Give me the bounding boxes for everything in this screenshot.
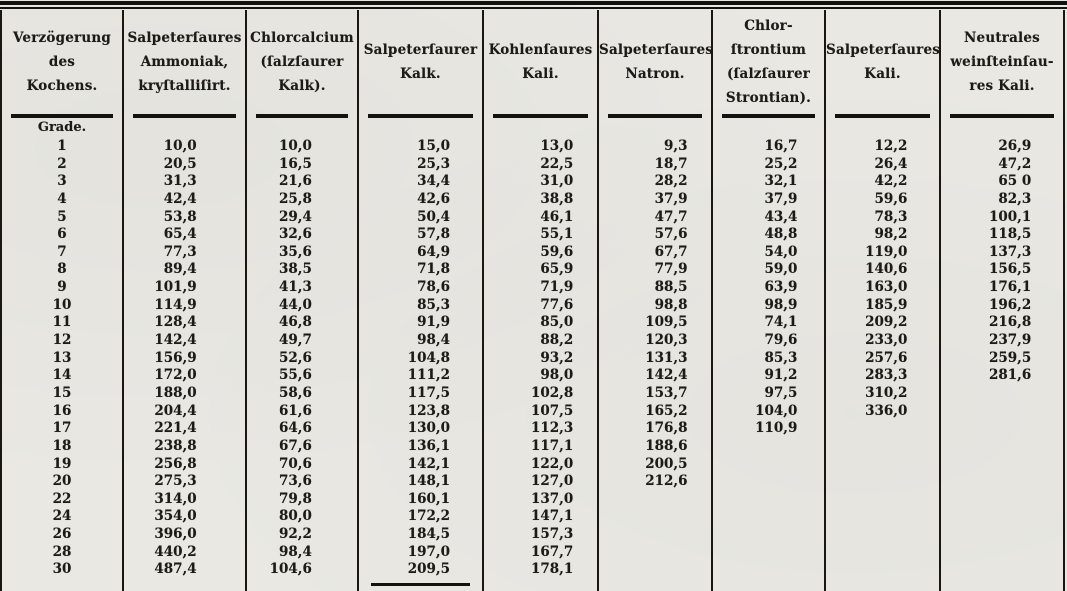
value-cell xyxy=(599,526,711,544)
value-cell: 256,8 xyxy=(154,455,197,472)
value-cell: 197,0 xyxy=(407,543,451,560)
value-cell xyxy=(941,385,1063,403)
value-cell: 20,5 xyxy=(163,155,197,172)
value-cell: 160,1 xyxy=(407,490,451,507)
value-cell: 487,4 xyxy=(154,561,197,578)
value-cell: 137,0 xyxy=(531,490,574,507)
grade-cell: 28 xyxy=(52,543,72,560)
value-cell xyxy=(713,561,824,579)
value-cell: 131,3 xyxy=(645,349,688,366)
value-cell: 74,1 xyxy=(764,314,798,331)
value-cell: 12,2 xyxy=(874,138,908,154)
column-header xyxy=(599,10,714,114)
value-cell: 92,2 xyxy=(279,526,312,543)
value-cell: 117,5 xyxy=(407,384,451,401)
value-cell: 172,0 xyxy=(154,367,197,384)
value-cell: 77,6 xyxy=(540,296,574,313)
value-cell: 42,4 xyxy=(163,190,197,207)
value-cell: 63,9 xyxy=(764,279,798,296)
data-column xyxy=(597,10,714,591)
value-cell: 10,0 xyxy=(163,138,197,154)
value-cell: 13,0 xyxy=(540,138,574,154)
value-cell: 128,4 xyxy=(154,314,197,331)
value-cell: 65,4 xyxy=(163,226,197,243)
value-cell: 16,5 xyxy=(279,155,312,172)
top-double-rule-upper xyxy=(0,1,1067,5)
value-cell: 34,4 xyxy=(417,173,451,190)
value-cell: 15,0 xyxy=(417,138,451,154)
value-cell: 209,2 xyxy=(865,314,908,331)
grade-cell: 20 xyxy=(52,473,72,490)
value-cell: 80,0 xyxy=(279,508,312,525)
value-cell: 122,0 xyxy=(531,455,574,472)
header-line: Chlor- xyxy=(744,18,793,34)
value-cell xyxy=(941,438,1063,456)
value-cell: 44,0 xyxy=(279,296,312,313)
value-cell: 130,0 xyxy=(407,420,451,437)
value-cell xyxy=(826,420,939,438)
value-cell xyxy=(941,491,1063,509)
value-cell: 71,9 xyxy=(540,279,574,296)
value-cell: 52,6 xyxy=(279,349,312,366)
header-line: Natron. xyxy=(625,66,685,82)
grade-cell: 6 xyxy=(57,226,67,243)
value-cell xyxy=(941,544,1063,562)
header-line: Kalk). xyxy=(278,78,326,94)
value-cell: 57,8 xyxy=(417,226,451,243)
header-line: Neutrales xyxy=(964,30,1040,46)
grade-unit-label: Grade. xyxy=(37,120,87,135)
value-cell: 178,1 xyxy=(531,561,574,578)
value-cell: 118,5 xyxy=(989,226,1032,243)
value-cell: 98,0 xyxy=(540,367,574,384)
value-cell: 26,4 xyxy=(874,155,908,172)
grade-cell: 8 xyxy=(57,261,67,278)
value-cell: 98,4 xyxy=(279,543,312,560)
value-cell: 216,8 xyxy=(989,314,1032,331)
grade-cell: 9 xyxy=(57,279,67,296)
value-cell: 396,0 xyxy=(154,526,197,543)
value-cell: 58,6 xyxy=(279,384,312,401)
top-double-rule-lower xyxy=(0,7,1067,9)
value-cell: 98,2 xyxy=(874,226,908,243)
data-column xyxy=(482,10,597,591)
value-cell: 176,8 xyxy=(645,420,688,437)
value-cell xyxy=(826,561,939,579)
value-cell: 46,1 xyxy=(540,208,574,225)
grade-cell: 2 xyxy=(57,155,67,172)
value-cell: 97,5 xyxy=(764,384,798,401)
value-cell: 184,5 xyxy=(407,526,451,543)
value-cell: 65,9 xyxy=(540,261,574,278)
value-cell: 70,6 xyxy=(279,455,312,472)
data-column xyxy=(357,10,482,591)
value-cell: 55,1 xyxy=(540,226,574,243)
value-cell: 49,7 xyxy=(279,332,312,349)
data-column xyxy=(245,10,357,591)
value-cell: 153,7 xyxy=(645,384,688,401)
value-cell xyxy=(941,403,1063,421)
value-cell: 9,3 xyxy=(663,138,688,154)
column-header xyxy=(484,10,597,114)
grade-column xyxy=(0,10,122,591)
value-cell: 61,6 xyxy=(279,402,312,419)
value-cell: 54,0 xyxy=(764,243,798,260)
value-cell xyxy=(599,561,711,579)
value-cell: 85,3 xyxy=(764,349,798,366)
value-cell: 185,9 xyxy=(865,296,908,313)
header-line: kryſtalliſirt. xyxy=(138,78,231,94)
value-cell: 107,5 xyxy=(531,402,574,419)
grade-cell: 18 xyxy=(52,437,72,454)
grade-cell: 19 xyxy=(52,455,72,472)
data-column xyxy=(122,10,245,591)
grade-cell: 14 xyxy=(52,367,72,384)
value-cell: 354,0 xyxy=(154,508,197,525)
value-cell: 140,6 xyxy=(865,261,908,278)
value-cell: 46,8 xyxy=(279,314,312,331)
value-cell: 188,0 xyxy=(154,384,197,401)
value-cell xyxy=(941,456,1063,474)
header-line: des xyxy=(48,54,76,70)
value-cell: 85,0 xyxy=(540,314,574,331)
header-line: res Kali. xyxy=(969,78,1035,94)
value-cell: 142,1 xyxy=(407,455,451,472)
grade-cell: 16 xyxy=(52,402,72,419)
value-cell: 188,6 xyxy=(645,437,688,454)
header-line: (ſalzſaurer xyxy=(260,54,344,70)
value-cell: 67,7 xyxy=(654,243,688,260)
value-cell: 98,4 xyxy=(417,332,451,349)
value-cell: 172,2 xyxy=(407,508,451,525)
unit-spacer xyxy=(599,118,711,138)
value-cell: 47,7 xyxy=(654,208,688,225)
value-cell xyxy=(826,456,939,474)
header-line: Kalk. xyxy=(400,66,441,82)
header-line: ſtrontium xyxy=(730,42,807,58)
value-cell: 25,2 xyxy=(764,155,798,172)
value-cell: 142,4 xyxy=(645,367,688,384)
value-cell xyxy=(826,473,939,491)
value-cell: 78,3 xyxy=(874,208,908,225)
value-cell xyxy=(941,508,1063,526)
header-line: weinſteinſau- xyxy=(950,54,1054,70)
value-cell xyxy=(941,526,1063,544)
value-cell: 120,3 xyxy=(645,332,688,349)
value-cell: 55,6 xyxy=(279,367,312,384)
value-cell: 221,4 xyxy=(154,420,197,437)
grade-cell: 10 xyxy=(52,296,72,313)
value-cell: 57,6 xyxy=(654,226,688,243)
value-cell: 257,6 xyxy=(865,349,908,366)
data-column xyxy=(939,10,1065,591)
header-line: Kohlenſaures xyxy=(488,42,593,58)
value-cell: 109,5 xyxy=(645,314,688,331)
value-cell xyxy=(941,473,1063,491)
value-cell: 78,6 xyxy=(417,279,451,296)
value-cell: 440,2 xyxy=(154,543,197,560)
value-cell: 88,2 xyxy=(540,332,574,349)
value-cell: 21,6 xyxy=(279,173,312,190)
value-cell: 82,3 xyxy=(998,190,1032,207)
value-cell xyxy=(713,438,824,456)
value-cell: 100,1 xyxy=(989,208,1032,225)
value-cell: 176,1 xyxy=(989,279,1032,296)
value-cell xyxy=(713,456,824,474)
value-cell xyxy=(713,491,824,509)
value-cell: 38,8 xyxy=(540,190,574,207)
value-cell xyxy=(826,526,939,544)
value-cell: 25,8 xyxy=(279,190,312,207)
value-cell xyxy=(713,526,824,544)
value-cell: 32,6 xyxy=(279,226,312,243)
value-cell: 59,6 xyxy=(874,190,908,207)
value-cell: 112,3 xyxy=(531,420,574,437)
unit-spacer xyxy=(247,118,357,138)
column-header xyxy=(359,10,482,114)
value-cell: 31,0 xyxy=(540,173,574,190)
value-cell: 102,8 xyxy=(531,384,574,401)
header-line: Verzögerung xyxy=(12,30,112,46)
value-cell: 110,9 xyxy=(755,420,798,437)
value-cell xyxy=(826,508,939,526)
value-cell: 314,0 xyxy=(154,490,197,507)
value-cell: 123,8 xyxy=(407,402,451,419)
grade-cell: 30 xyxy=(52,561,72,578)
value-cell: 59,0 xyxy=(764,261,798,278)
value-cell: 98,8 xyxy=(654,296,688,313)
value-cell: 67,6 xyxy=(279,437,312,454)
value-cell: 22,5 xyxy=(540,155,574,172)
value-cell: 32,1 xyxy=(764,173,798,190)
value-cell: 196,2 xyxy=(989,296,1032,313)
value-cell: 53,8 xyxy=(163,208,197,225)
value-cell: 28,2 xyxy=(654,173,688,190)
value-cell: 25,3 xyxy=(417,155,451,172)
value-cell: 238,8 xyxy=(154,437,197,454)
value-cell: 98,9 xyxy=(764,296,798,313)
value-cell: 104,6 xyxy=(269,561,312,578)
grade-cell: 5 xyxy=(57,208,67,225)
value-cell: 26,9 xyxy=(998,138,1032,154)
value-cell: 31,3 xyxy=(163,173,197,190)
value-cell xyxy=(826,438,939,456)
value-cell: 79,8 xyxy=(279,490,312,507)
value-cell: 114,9 xyxy=(154,296,197,313)
value-cell: 233,0 xyxy=(865,332,908,349)
value-cell: 88,5 xyxy=(654,279,688,296)
value-cell xyxy=(713,473,824,491)
value-cell: 64,6 xyxy=(279,420,312,437)
value-cell: 65 0 xyxy=(998,173,1032,190)
grade-cell: 3 xyxy=(57,173,67,190)
value-cell: 163,0 xyxy=(865,279,908,296)
value-cell: 79,6 xyxy=(764,332,798,349)
grade-cell: 24 xyxy=(52,508,72,525)
header-line: Chlorcalcium xyxy=(250,30,354,46)
value-cell: 209,5 xyxy=(407,561,451,578)
column-header xyxy=(941,10,1063,114)
unit-spacer xyxy=(124,118,245,138)
header-line: Kochens. xyxy=(26,78,98,94)
value-cell: 18,7 xyxy=(654,155,688,172)
grade-cell: 26 xyxy=(52,526,72,543)
data-table xyxy=(0,10,1065,591)
value-cell: 37,9 xyxy=(654,190,688,207)
grade-cell: 1 xyxy=(57,138,67,154)
value-cell: 85,3 xyxy=(417,296,451,313)
value-cell: 29,4 xyxy=(279,208,312,225)
value-cell: 73,6 xyxy=(279,473,312,490)
value-cell: 47,2 xyxy=(998,155,1032,172)
value-cell: 283,3 xyxy=(865,367,908,384)
value-cell: 157,3 xyxy=(531,526,574,543)
value-cell: 41,3 xyxy=(279,279,312,296)
value-cell xyxy=(826,491,939,509)
value-cell xyxy=(599,491,711,509)
value-cell: 37,9 xyxy=(764,190,798,207)
header-line: Salpeterſaures xyxy=(826,42,941,58)
header-line: Salpeterſaures xyxy=(599,42,714,58)
value-cell: 93,2 xyxy=(540,349,574,366)
value-cell: 50,4 xyxy=(417,208,451,225)
column-header xyxy=(826,10,939,114)
value-cell: 77,9 xyxy=(654,261,688,278)
grade-cell: 4 xyxy=(57,190,67,207)
value-cell: 16,7 xyxy=(764,138,798,154)
data-column xyxy=(711,10,824,591)
header-line: Kali. xyxy=(864,66,901,82)
grade-cell: 11 xyxy=(52,314,72,331)
value-cell: 259,5 xyxy=(989,349,1032,366)
grade-cell: 12 xyxy=(52,332,72,349)
value-cell: 89,4 xyxy=(163,261,197,278)
value-cell: 10,0 xyxy=(279,138,312,154)
value-cell: 136,1 xyxy=(407,437,451,454)
header-line: Strontian). xyxy=(725,90,812,106)
value-cell xyxy=(599,508,711,526)
column-header xyxy=(2,10,122,114)
value-cell: 43,4 xyxy=(764,208,798,225)
value-cell: 275,3 xyxy=(154,473,197,490)
value-cell: 142,4 xyxy=(154,332,197,349)
bottom-rule-segment xyxy=(371,583,470,586)
value-cell xyxy=(599,544,711,562)
value-cell: 117,1 xyxy=(531,437,574,454)
grade-cell: 15 xyxy=(52,384,72,401)
unit-spacer xyxy=(713,118,824,138)
value-cell: 212,6 xyxy=(645,473,688,490)
value-cell: 35,6 xyxy=(279,243,312,260)
value-cell: 156,9 xyxy=(154,349,197,366)
value-cell: 77,3 xyxy=(163,243,197,260)
value-cell: 104,0 xyxy=(755,402,798,419)
grade-cell: 13 xyxy=(52,349,72,366)
value-cell: 71,8 xyxy=(417,261,451,278)
grade-cell: 22 xyxy=(52,490,72,507)
value-cell: 104,8 xyxy=(407,349,451,366)
header-line: Ammoniak, xyxy=(140,54,229,70)
value-cell xyxy=(713,544,824,562)
value-cell: 167,7 xyxy=(531,543,574,560)
value-cell: 48,8 xyxy=(764,226,798,243)
value-cell: 336,0 xyxy=(865,402,908,419)
unit-spacer xyxy=(826,118,939,138)
value-cell xyxy=(941,561,1063,579)
value-cell: 38,5 xyxy=(279,261,312,278)
value-cell: 111,2 xyxy=(407,367,451,384)
header-line: Salpeterſaurer xyxy=(363,42,478,58)
value-cell: 42,2 xyxy=(874,173,908,190)
value-cell: 310,2 xyxy=(865,384,908,401)
value-cell: 204,4 xyxy=(154,402,197,419)
header-line: Kali. xyxy=(522,66,559,82)
header-line: Salpeterſaures xyxy=(127,30,242,46)
value-cell: 281,6 xyxy=(989,367,1032,384)
value-cell xyxy=(826,544,939,562)
value-cell: 200,5 xyxy=(645,455,688,472)
value-cell: 91,2 xyxy=(764,367,798,384)
value-cell: 165,2 xyxy=(645,402,688,419)
value-cell: 119,0 xyxy=(865,243,908,260)
unit-spacer xyxy=(941,118,1063,138)
value-cell: 237,9 xyxy=(989,332,1032,349)
grade-cell: 17 xyxy=(52,420,72,437)
value-cell: 64,9 xyxy=(417,243,451,260)
value-cell: 148,1 xyxy=(407,473,451,490)
unit-spacer xyxy=(484,118,597,138)
value-cell: 156,5 xyxy=(989,261,1032,278)
value-cell: 59,6 xyxy=(540,243,574,260)
value-cell: 137,3 xyxy=(989,243,1032,260)
grade-cell: 7 xyxy=(57,243,67,260)
header-line: (ſalzſaurer xyxy=(726,66,811,82)
column-header xyxy=(124,10,245,114)
unit-spacer xyxy=(359,118,482,138)
value-cell: 147,1 xyxy=(531,508,574,525)
value-cell: 127,0 xyxy=(531,473,574,490)
value-cell: 42,6 xyxy=(417,190,451,207)
value-cell: 91,9 xyxy=(417,314,451,331)
data-column xyxy=(824,10,939,591)
column-header xyxy=(713,10,824,114)
column-header xyxy=(247,10,357,114)
value-cell xyxy=(941,420,1063,438)
value-cell xyxy=(713,508,824,526)
value-cell: 101,9 xyxy=(154,279,197,296)
